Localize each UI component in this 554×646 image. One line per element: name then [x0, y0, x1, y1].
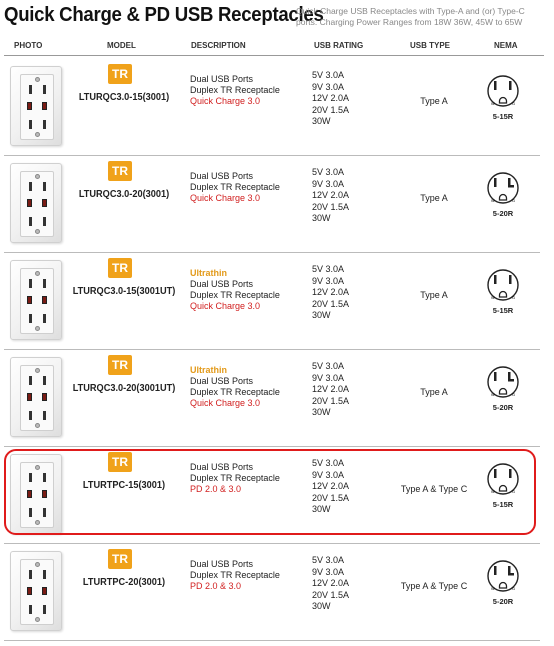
- product-row: [4, 543, 540, 639]
- svg-text:W: W: [491, 198, 495, 203]
- product-row: [4, 155, 540, 251]
- nema-outlet-icon: [486, 559, 520, 593]
- nema-label: 5-20R: [492, 403, 514, 412]
- rating-line: 5V 3.0A: [312, 361, 345, 371]
- rating-line: 9V 3.0A: [312, 275, 345, 286]
- receptacle-faceplate: [20, 462, 54, 528]
- nema-outlet-icon: [486, 268, 520, 302]
- charging-protocol: Quick Charge 3.0: [190, 96, 261, 106]
- rating-line: 20V 1.5A: [312, 298, 350, 309]
- rating-line: 9V 3.0A: [312, 566, 345, 577]
- page-title: Quick Charge & PD USB Receptacles: [4, 4, 324, 26]
- product-row: [4, 349, 540, 445]
- usb-type: Type A: [420, 290, 448, 300]
- rating-line: 9V 3.0A: [312, 178, 345, 189]
- usb-type: Type A: [420, 193, 448, 203]
- row-divider: [4, 640, 540, 641]
- tr-badge: TR: [108, 161, 132, 181]
- tr-badge: TR: [108, 64, 132, 84]
- nema-label: 5-20R: [492, 209, 514, 218]
- product-row: [4, 252, 540, 348]
- model-number: LTURQC3.0-15(3001): [78, 92, 170, 103]
- tr-badge: TR: [108, 549, 132, 569]
- ultrathin-label: Ultrathin: [190, 268, 227, 278]
- svg-text:W: W: [491, 489, 495, 494]
- usb-rating: [312, 458, 382, 516]
- receptacle-photo: [10, 357, 62, 437]
- rating-line: 12V 2.0A: [312, 190, 350, 200]
- receptacle-photo: [10, 551, 62, 631]
- rating-line: 5V 3.0A: [312, 555, 345, 565]
- usb-type: Type A & Type C: [400, 484, 468, 494]
- rating-line: 30W: [312, 213, 331, 223]
- receptacle-faceplate: [20, 171, 54, 237]
- description-line-2: Duplex TR Receptacle: [190, 387, 280, 397]
- receptacle-photo: [10, 260, 62, 340]
- svg-text:G: G: [512, 198, 516, 203]
- rating-line: 30W: [312, 407, 331, 417]
- description-line-2: Duplex TR Receptacle: [190, 473, 280, 483]
- charging-protocol: Quick Charge 3.0: [190, 398, 261, 408]
- model-number: LTURQC3.0-20(3001): [78, 189, 170, 200]
- receptacle-photo: [10, 454, 62, 534]
- nema-config: [482, 74, 524, 138]
- rating-line: 5V 3.0A: [312, 167, 345, 177]
- usb-rating: [312, 555, 382, 613]
- svg-text:G: G: [512, 392, 516, 397]
- product-row: [4, 58, 540, 154]
- page-subtitle: Quick Charge USB Receptacles with Type-A and (or) Type-C ports. Charging Power Ranges from 18W 36W, 45W to 65W: [296, 6, 525, 27]
- nema-config: [482, 462, 524, 526]
- rating-line: 12V 2.0A: [312, 578, 350, 588]
- description: [190, 462, 308, 495]
- tr-badge: TR: [108, 355, 132, 375]
- table-header: [0, 38, 554, 54]
- svg-text:W: W: [491, 392, 495, 397]
- usb-type: Type A: [420, 96, 448, 106]
- description-line-2: Duplex TR Receptacle: [190, 85, 280, 95]
- svg-text:G: G: [512, 489, 516, 494]
- nema-label: 5-20R: [492, 597, 514, 606]
- rating-line: 5V 3.0A: [312, 70, 345, 80]
- description: [190, 268, 308, 312]
- svg-text:G: G: [512, 586, 516, 591]
- nema-config: [482, 365, 524, 429]
- description-line-1: Dual USB Ports: [190, 462, 254, 472]
- rating-line: 20V 1.5A: [312, 589, 350, 600]
- description: [190, 171, 308, 204]
- header-model: MODEL: [107, 41, 136, 50]
- usb-type: Type A: [420, 387, 448, 397]
- usb-rating: [312, 264, 382, 322]
- receptacle-faceplate: [20, 74, 54, 140]
- header-usb-rating: USB RATING: [314, 41, 364, 50]
- rating-line: 5V 3.0A: [312, 264, 345, 274]
- receptacle-photo: [10, 163, 62, 243]
- description-line-2: Duplex TR Receptacle: [190, 290, 280, 300]
- rating-line: 12V 2.0A: [312, 287, 350, 297]
- svg-text:W: W: [491, 295, 495, 300]
- rating-line: 20V 1.5A: [312, 395, 350, 406]
- description: [190, 365, 308, 409]
- usb-type: Type A & Type C: [400, 581, 468, 591]
- charging-protocol: PD 2.0 & 3.0: [190, 581, 242, 591]
- svg-text:G: G: [512, 101, 516, 106]
- rating-line: 5V 3.0A: [312, 458, 345, 468]
- nema-config: [482, 559, 524, 623]
- svg-text:W: W: [491, 101, 495, 106]
- model-number: LTURQC3.0-15(3001UT): [72, 286, 176, 297]
- rating-line: 12V 2.0A: [312, 481, 350, 491]
- description-line-1: Dual USB Ports: [190, 279, 254, 289]
- rating-line: 9V 3.0A: [312, 372, 345, 383]
- description: [190, 559, 308, 592]
- svg-text:W: W: [491, 586, 495, 591]
- nema-config: [482, 268, 524, 332]
- model-number: LTURQC3.0-20(3001UT): [72, 383, 176, 394]
- description-line-1: Dual USB Ports: [190, 171, 254, 181]
- nema-label: 5-15R: [492, 112, 514, 121]
- nema-outlet-icon: [486, 171, 520, 205]
- description-line-2: Duplex TR Receptacle: [190, 570, 280, 580]
- header-usb-type: USB TYPE: [410, 41, 451, 50]
- nema-outlet-icon: [486, 462, 520, 496]
- receptacle-faceplate: [20, 268, 54, 334]
- rating-line: 30W: [312, 504, 331, 514]
- rating-line: 9V 3.0A: [312, 81, 345, 92]
- rating-line: 20V 1.5A: [312, 492, 350, 503]
- nema-config: [482, 171, 524, 235]
- usb-rating: [312, 361, 382, 419]
- rating-line: 30W: [312, 310, 331, 320]
- tr-badge: TR: [108, 258, 132, 278]
- tr-badge: TR: [108, 452, 132, 472]
- receptacle-photo: [10, 66, 62, 146]
- rating-line: 30W: [312, 601, 331, 611]
- ultrathin-label: Ultrathin: [190, 365, 227, 375]
- rating-line: 12V 2.0A: [312, 93, 350, 103]
- charging-protocol: PD 2.0 & 3.0: [190, 484, 242, 494]
- charging-protocol: Quick Charge 3.0: [190, 193, 261, 203]
- description-line-1: Dual USB Ports: [190, 559, 254, 569]
- nema-label: 5-15R: [492, 500, 514, 509]
- rating-line: 20V 1.5A: [312, 104, 350, 115]
- rating-line: 30W: [312, 116, 331, 126]
- header-divider: [4, 55, 544, 56]
- description-line-1: Dual USB Ports: [190, 74, 254, 84]
- header-nema: NEMA: [494, 41, 518, 50]
- receptacle-faceplate: [20, 559, 54, 625]
- receptacle-faceplate: [20, 365, 54, 431]
- model-number: LTURTPC-15(3001): [82, 480, 166, 491]
- usb-rating: [312, 70, 382, 128]
- usb-rating: [312, 167, 382, 225]
- nema-outlet-icon: [486, 365, 520, 399]
- header-description: DESCRIPTION: [191, 41, 246, 50]
- description-line-2: Duplex TR Receptacle: [190, 182, 280, 192]
- model-number: LTURTPC-20(3001): [82, 577, 166, 588]
- charging-protocol: Quick Charge 3.0: [190, 301, 261, 311]
- svg-text:G: G: [512, 295, 516, 300]
- description: [190, 74, 308, 107]
- rating-line: 12V 2.0A: [312, 384, 350, 394]
- nema-outlet-icon: [486, 74, 520, 108]
- description-line-1: Dual USB Ports: [190, 376, 254, 386]
- header-photo: PHOTO: [14, 41, 43, 50]
- nema-label: 5-15R: [492, 306, 514, 315]
- rating-line: 9V 3.0A: [312, 469, 345, 480]
- rating-line: 20V 1.5A: [312, 201, 350, 212]
- product-row: [4, 446, 540, 542]
